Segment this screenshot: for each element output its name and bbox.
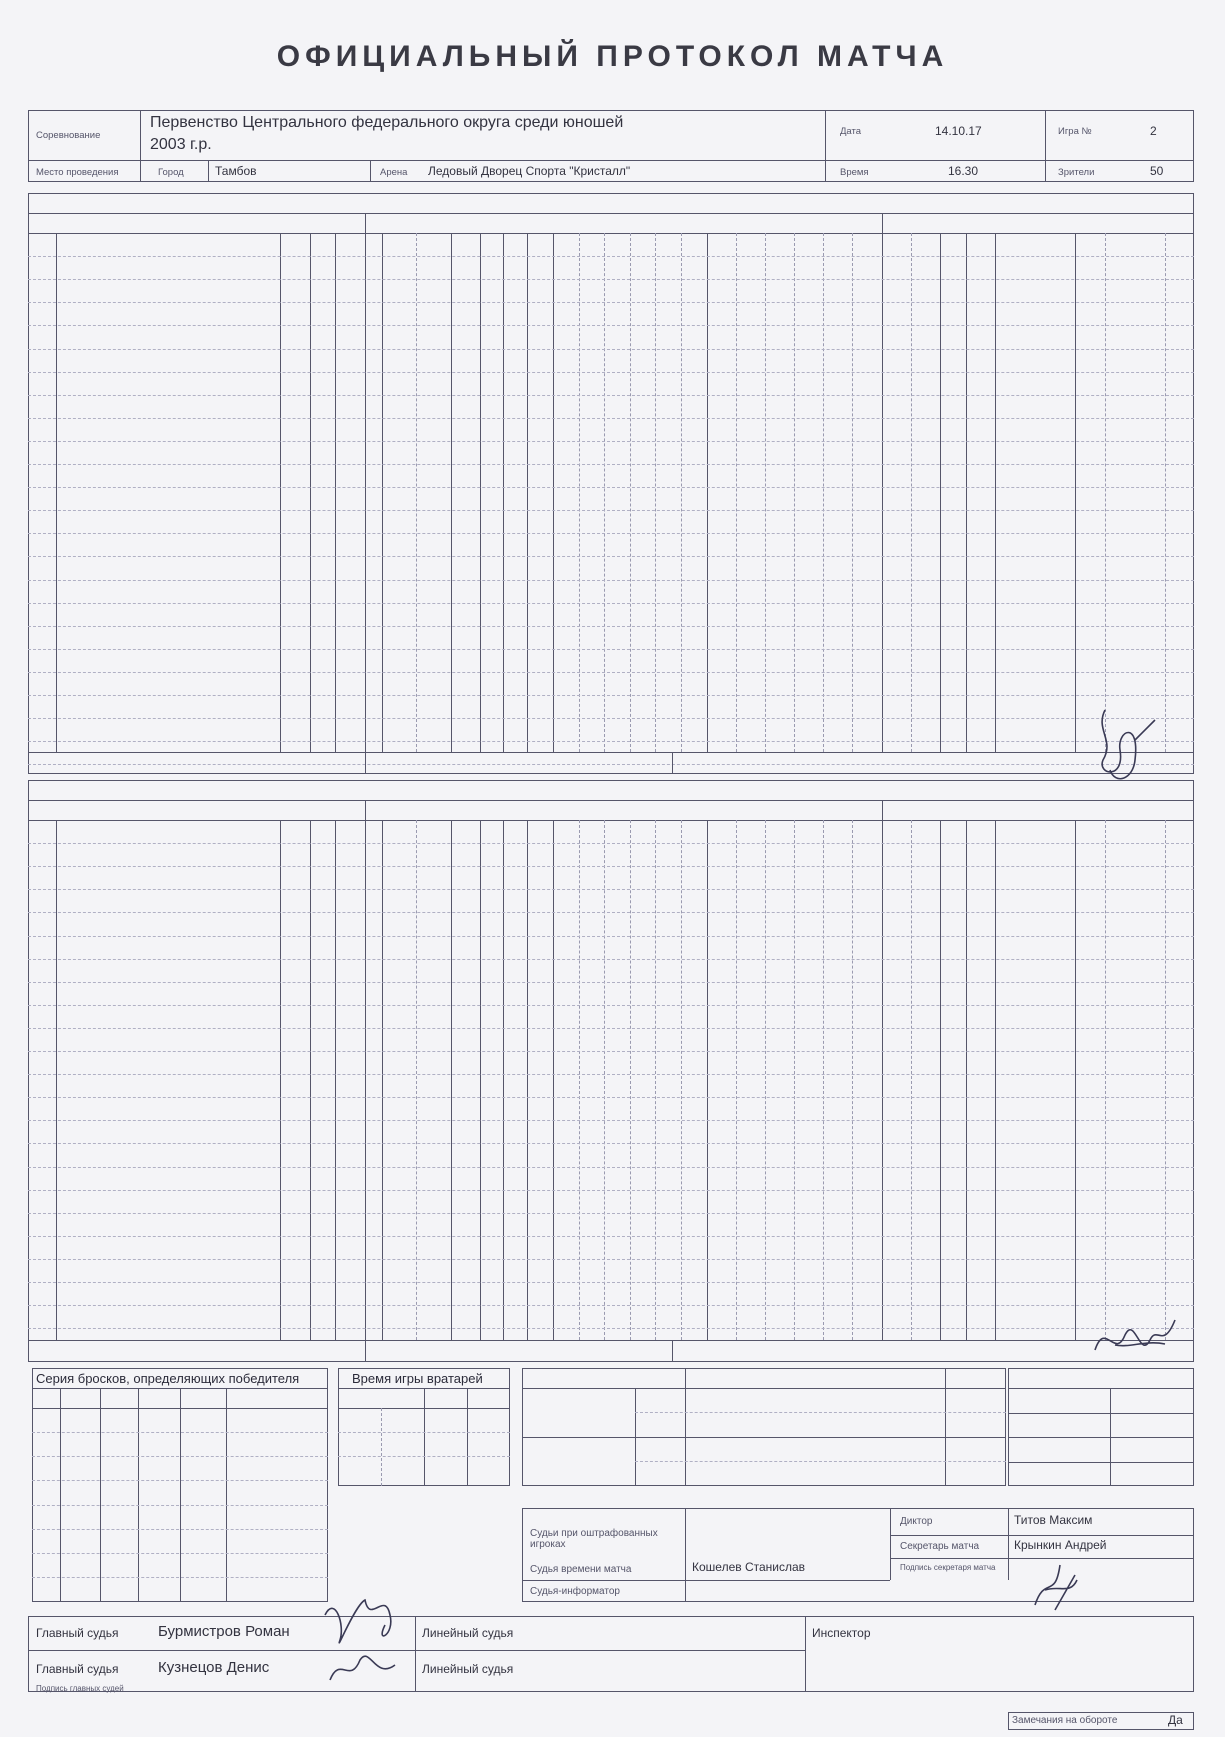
referees-sign-label: Подпись главных судей bbox=[36, 1684, 124, 1693]
date-value: 14.10.17 bbox=[935, 124, 982, 138]
linesman-1-label: Линейный судья bbox=[422, 1626, 514, 1640]
city-label: Город bbox=[158, 167, 184, 178]
shootout-title: Серия бросков, определяющих победителя bbox=[36, 1371, 300, 1386]
secretary-sign-label: Подпись секретаря матча bbox=[900, 1563, 996, 1572]
signature-team-b bbox=[1085, 1310, 1185, 1370]
game-number-label: Игра № bbox=[1058, 126, 1092, 137]
competition-name: Первенство Центрального федерального округа среди юношей bbox=[150, 114, 624, 131]
date-label: Дата bbox=[840, 126, 862, 137]
arena-label: Арена bbox=[380, 167, 408, 178]
city-value: Тамбов bbox=[215, 164, 257, 178]
competition-label: Соревнование bbox=[36, 130, 101, 141]
notes-value: Да bbox=[1168, 1713, 1183, 1727]
timekeeper-value: Кошелев Станислав bbox=[692, 1560, 806, 1574]
goalie-time-title: Время игры вратарей bbox=[352, 1371, 483, 1386]
announcer-label: Диктор bbox=[900, 1516, 933, 1527]
referee-1-name: Бурмистров Роман bbox=[158, 1623, 290, 1640]
spectators-value: 50 bbox=[1150, 164, 1164, 178]
period-results-table bbox=[522, 1368, 1006, 1486]
arena-value: Ледовый Дворец Спорта "Кристалл" bbox=[428, 164, 631, 178]
time-label: Время bbox=[840, 167, 869, 178]
signature-secretary bbox=[1025, 1555, 1085, 1615]
game-number-value: 2 bbox=[1150, 124, 1157, 138]
penalty-judges-label: Судьи при оштрафованных игроках bbox=[530, 1528, 658, 1550]
announcer-value: Титов Максим bbox=[1014, 1513, 1093, 1527]
competition-year: 2003 г.р. bbox=[150, 136, 212, 153]
secretary-label: Секретарь матча bbox=[900, 1541, 980, 1552]
timekeeper-label: Судья времени матча bbox=[530, 1564, 632, 1575]
signature-referees bbox=[315, 1585, 415, 1695]
match-time-table bbox=[1008, 1368, 1194, 1486]
team_b-frame bbox=[28, 780, 1194, 1362]
inspector-label: Инспектор bbox=[812, 1626, 871, 1640]
venue-label: Место проведения bbox=[36, 167, 119, 178]
signature-team-a bbox=[1085, 690, 1175, 800]
page-title: ОФИЦИАЛЬНЫЙ ПРОТОКОЛ МАТЧА bbox=[276, 40, 949, 73]
referee-1-label: Главный судья bbox=[36, 1626, 119, 1640]
referee-2-name: Кузнецов Денис bbox=[158, 1659, 270, 1676]
notes-label: Замечания на обороте bbox=[1012, 1715, 1118, 1726]
time-value: 16.30 bbox=[948, 164, 979, 178]
referee-2-label: Главный судья bbox=[36, 1662, 119, 1676]
spectators-label: Зрители bbox=[1058, 167, 1095, 178]
officials-box bbox=[522, 1508, 1194, 1602]
linesman-2-label: Линейный судья bbox=[422, 1662, 514, 1676]
secretary-value: Крынкин Андрей bbox=[1014, 1538, 1107, 1552]
informer-label: Судья-информатор bbox=[530, 1586, 620, 1597]
